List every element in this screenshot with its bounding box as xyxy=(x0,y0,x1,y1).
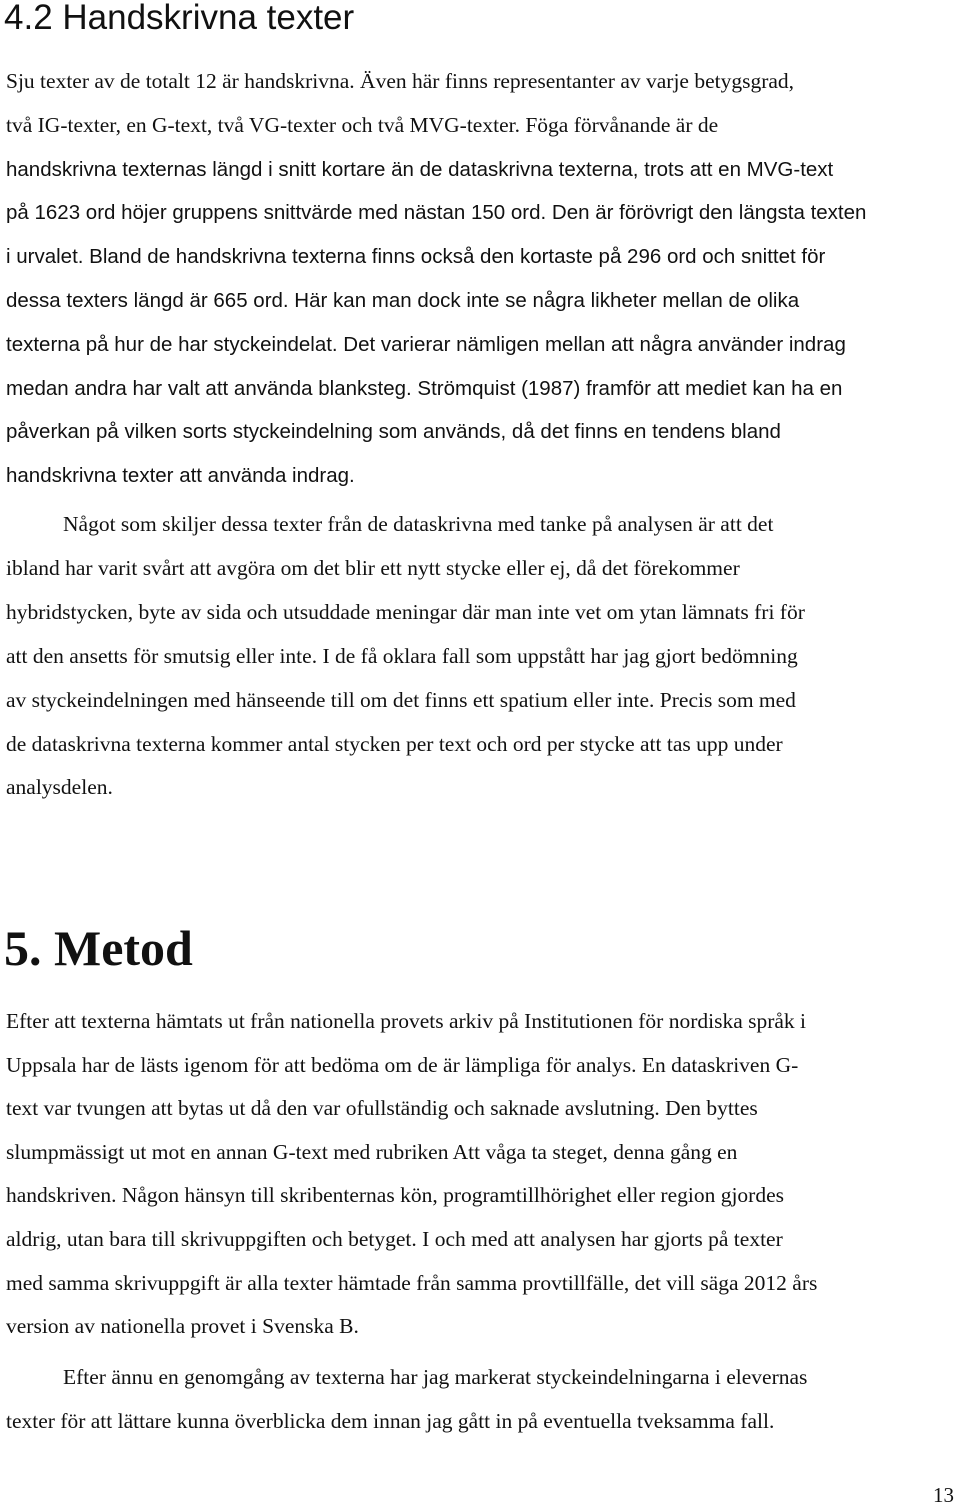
paragraph-line: Efter ännu en genomgång av texterna har jag markerat styckeindelningarna i elevernas xyxy=(63,1365,808,1389)
paragraph-line: slumpmässigt ut mot en annan G-text med rubriken Att våga ta steget, denna gång en xyxy=(6,1139,738,1164)
paragraph-line: handskriven. Någon hänsyn till skribenternas kön, programtillhörighet eller region gjordes xyxy=(6,1183,784,1208)
paragraph-line: handskrivna texter att använda indrag. xyxy=(6,464,355,488)
paragraph-line: handskrivna texternas längd i snitt kortare än de dataskrivna texterna, trots att en MVG-text xyxy=(6,157,834,181)
paragraph-handskrivna-1 xyxy=(6,60,958,498)
paragraph-line: med samma skrivuppgift är alla texter hämtade från samma provtillfälle, det vill säga 2012 års xyxy=(6,1270,818,1295)
paragraph-metod-1 xyxy=(6,1000,958,1349)
paragraph-line: texterna på hur de har styckeindelat. Det varierar nämligen mellan att några använder indrag xyxy=(6,332,846,356)
paragraph-line: aldrig, utan bara till skrivuppgiften och betyget. I och med att analysen har gjorts på texter xyxy=(6,1226,783,1251)
paragraph-line: dessa texters längd är 665 ord. Här kan man dock inte se några likheter mellan de olika xyxy=(6,288,800,312)
paragraph-line: de dataskrivna texterna kommer antal stycken per text och ord per stycke att tas upp under xyxy=(6,731,783,756)
paragraph-line: att den ansetts för smutsig eller inte. I de få oklara fall som uppstått har jag gjort bedömning xyxy=(6,643,798,668)
paragraph-line: Något som skiljer dessa texter från de dataskrivna med tanke på analysen är att det xyxy=(63,512,774,536)
paragraph-line: två IG-texter, en G-text, två VG-texter och två MVG-texter. Föga förvånande är de xyxy=(6,112,719,137)
paragraph-metod-2 xyxy=(6,1355,958,1443)
paragraph-line: analysdelen. xyxy=(6,775,113,800)
paragraph-line: påverkan på vilken sorts styckeindelning som används, då det finns en tendens bland xyxy=(6,420,781,444)
paragraph-line: Sju texter av de totalt 12 är handskrivna. Även här finns representanter av varje betygsgrad, xyxy=(6,69,795,93)
paragraph-line: version av nationella provet i Svenska B. xyxy=(6,1314,359,1339)
paragraph-line: text var tvungen att bytas ut då den var ofullständig och saknade avslutning. Den byttes xyxy=(6,1096,758,1121)
paragraph-line: på 1623 ord höjer gruppens snittvärde med nästan 150 ord. Den är förövrigt den längsta texten xyxy=(6,201,867,225)
paragraph-line: texter för att lättare kunna överblicka dem innan jag gått in på eventuella tveksamma fall. xyxy=(6,1409,775,1433)
paragraph-handskrivna-2 xyxy=(6,503,958,810)
paragraph-line: Efter att texterna hämtats ut från nationella provets arkiv på Institutionen för nordiska språk i xyxy=(6,1009,807,1033)
paragraph-line: ibland har varit svårt att avgöra om det blir ett nytt stycke eller ej, då det förekommer xyxy=(6,555,740,580)
section-heading-metod: 5. Metod xyxy=(4,920,193,976)
paragraph-line: Uppsala har de lästs igenom för att bedöma om de är lämpliga för analys. En dataskriven G- xyxy=(6,1052,799,1077)
paragraph-line: medan andra har valt att använda blanksteg. Strömquist (1987) framför att mediet kan ha en xyxy=(6,376,843,400)
paragraph-line: i urvalet. Bland de handskrivna texterna finns också den kortaste på 296 ord och snittet för xyxy=(6,245,826,269)
page-number: 13 xyxy=(933,1483,954,1507)
paragraph-line: hybridstycken, byte av sida och utsuddade meningar där man inte vet om ytan lämnats fri för xyxy=(6,599,805,624)
paragraph-line: av styckeindelningen med hänseende till om det finns ett spatium eller inte. Precis som med xyxy=(6,687,796,712)
section-heading-4-2: 4.2 Handskrivna texter xyxy=(4,0,355,37)
